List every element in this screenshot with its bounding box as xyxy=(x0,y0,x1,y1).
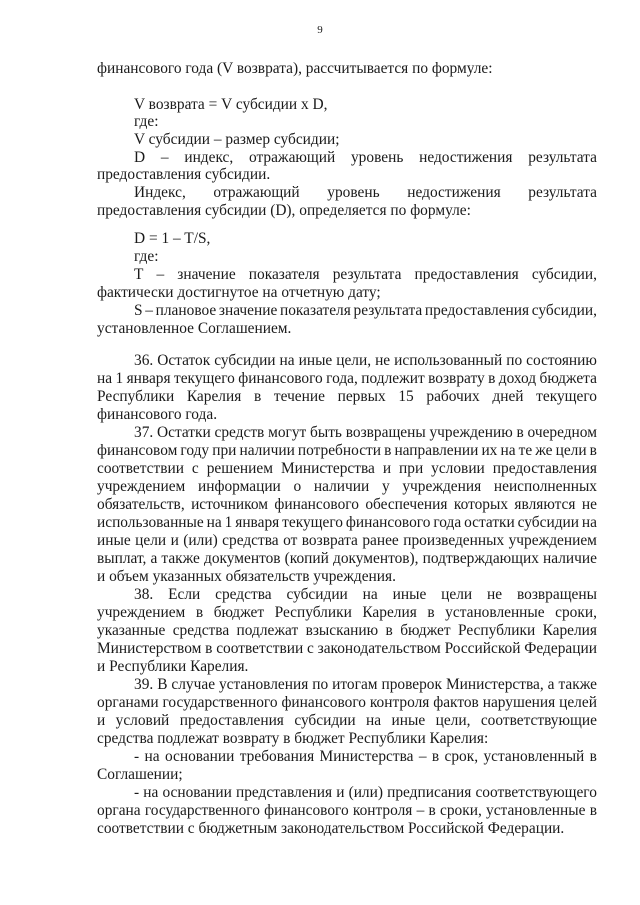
text-line: Республики Карелия в течение первых 15 рабочих дней текущего xyxy=(97,388,597,405)
text-line: T – значение показателя результата предоставления субсидии, xyxy=(134,266,597,283)
text-line: учреждением информации о наличии у учреждения неисполненных xyxy=(97,478,597,495)
text-line: на 1 января текущего финансового года, подлежит возврату в доход бюджета xyxy=(97,370,597,387)
text-line: установленное Соглашением. xyxy=(97,320,292,337)
text-line: фактически достигнутое на отчетную дату; xyxy=(97,284,381,301)
text-line: учреждением в бюджет Республики Карелия в установленные сроки, xyxy=(97,604,597,621)
text-line: указанные средства подлежат взысканию в бюджет Республики Карелия xyxy=(97,622,597,639)
text-line: соответствии с бюджетным законодательством Российской Федерации. xyxy=(97,820,565,837)
text-line: V субсидии – размер субсидии; xyxy=(134,131,340,148)
page-number: 9 xyxy=(317,24,323,36)
text-line: средства подлежат возврату в бюджет Республики Карелия: xyxy=(97,730,489,747)
text-line: 39. В случае установления по итогам проверок Министерства, а также xyxy=(134,676,597,693)
text-line: 38. Если средства субсидии на иные цели не возвращены xyxy=(134,586,597,603)
text-line: D = 1 – T/S, xyxy=(134,230,211,247)
text-line: и объем указанных обязательств учреждения. xyxy=(97,568,396,585)
text-line: Индекс, отражающий уровень недостижения результата xyxy=(134,184,597,201)
text-line: D – индекс, отражающий уровень недостижения результата xyxy=(134,149,597,166)
text-line: где: xyxy=(134,113,159,130)
text-line: органа государственного финансового контроля – в сроки, установленные в xyxy=(97,802,597,819)
text-line: финансовом году при наличии потребности в направлении их на те же цели в xyxy=(97,442,597,459)
text-line: и Республики Карелия. xyxy=(97,658,249,675)
text-line: обязательств, источником финансового обеспечения которых являются не xyxy=(97,496,597,513)
text-line: S – плановое значение показателя результата предоставления субсидии, xyxy=(134,302,597,319)
text-line: 37. Остатки средств могут быть возвращены учреждению в очередном xyxy=(134,424,597,441)
text-line: - на основании требования Министерства – в срок, установленный в xyxy=(134,748,597,765)
text-line: Соглашении; xyxy=(97,766,183,783)
text-line: где: xyxy=(134,248,159,265)
text-line: использованные на 1 января текущего финансового года остатки субсидии на xyxy=(97,514,597,531)
text-line: финансового года. xyxy=(97,406,218,423)
text-line: и условий предоставления субсидии на иные цели, соответствующие xyxy=(97,712,597,729)
text-line: предоставления субсидии. xyxy=(97,166,271,183)
text-line: 36. Остаток субсидии на иные цели, не использованный по состоянию xyxy=(134,352,597,369)
text-line: иные цели и (или) средства от возврата ранее произведенных учреждением xyxy=(97,532,597,549)
text-line: предоставления субсидии (D), определяется по формуле: xyxy=(97,202,471,219)
text-line: соответствии с решением Министерства и при условии предоставления xyxy=(97,460,597,477)
text-line: - на основании представления и (или) предписания соответствующего xyxy=(134,784,597,801)
text-line: Министерством в соответствии с законодательством Российской Федерации xyxy=(97,640,597,657)
text-line: финансового года (V возврата), рассчитывается по формуле: xyxy=(97,60,493,77)
text-line: выплат, а также документов (копий документов), подтверждающих наличие xyxy=(97,550,597,567)
text-line: V возврата = V субсидии x D, xyxy=(134,96,328,113)
text-line: органами государственного финансового контроля фактов нарушения целей xyxy=(97,694,597,711)
